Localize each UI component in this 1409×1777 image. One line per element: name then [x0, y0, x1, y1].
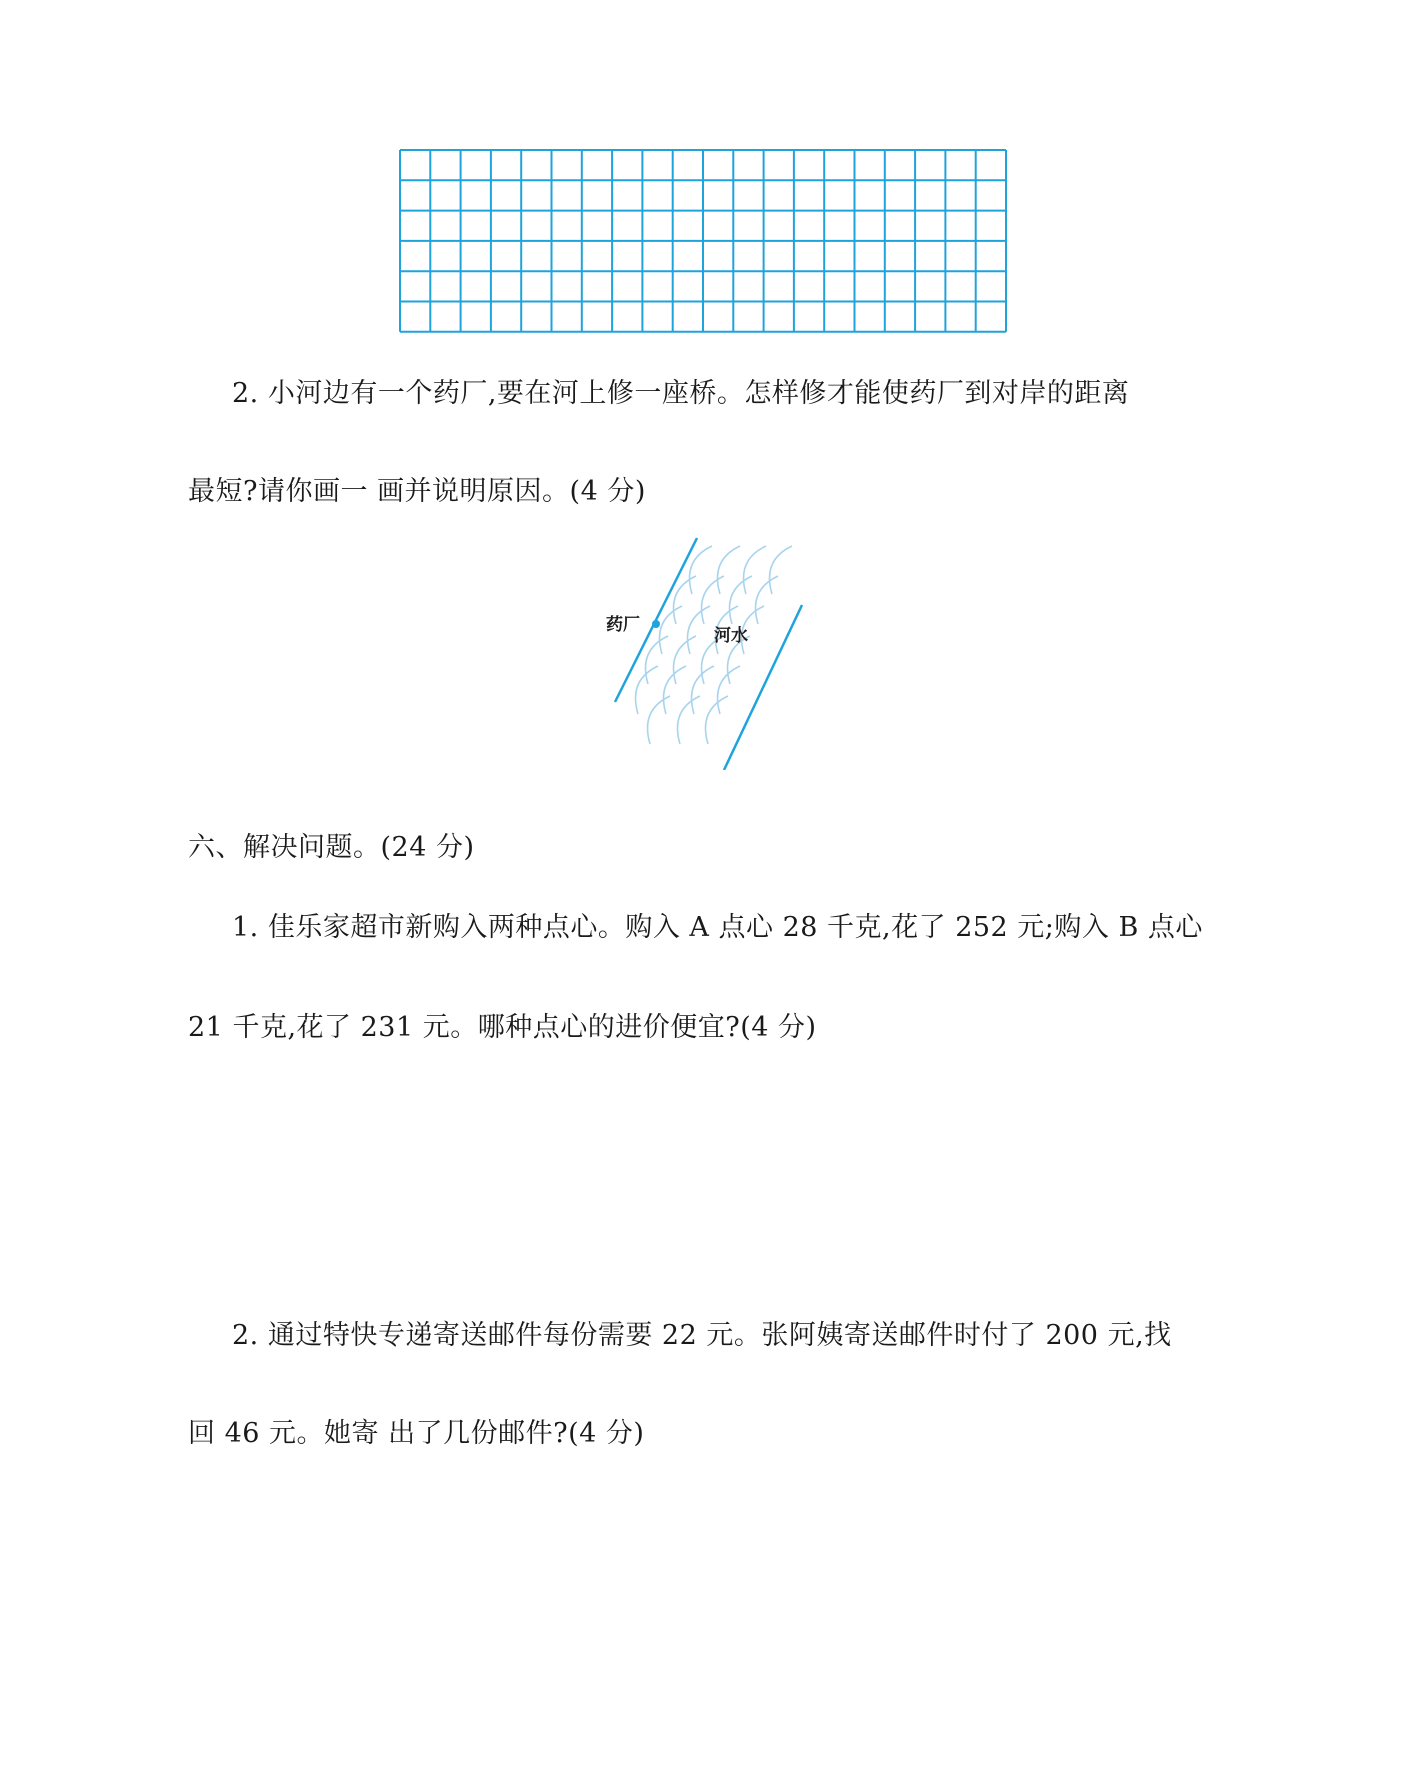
wave-arc — [706, 696, 729, 744]
section-six-q1-line-2: 21 千克,花了 231 元。哪种点心的进价便宜?(4 分) — [188, 1012, 817, 1043]
section-six-q2-line-2: 回 46 元。她寄 出了几份邮件?(4 分) — [188, 1418, 645, 1449]
wave-arc — [646, 636, 669, 684]
wave-arc — [648, 696, 671, 744]
wave-arc — [660, 606, 683, 654]
wave-arc — [674, 636, 697, 684]
section-six-q1-line-1: 1. 佳乐家超市新购入两种点心。购入 A 点心 28 千克,花了 252 元;购入 B 点心 — [232, 912, 1203, 943]
wave-arc — [756, 576, 779, 624]
wave-arc — [718, 666, 741, 714]
wave-arc — [674, 576, 697, 624]
wave-arc — [692, 666, 715, 714]
section-six-heading: 六、解决问题。(24 分) — [188, 832, 475, 863]
factory-point — [652, 620, 660, 628]
river-label: 河水 — [714, 626, 748, 646]
question-2-line-2: 最短?请你画一 画并说明原因。(4 分) — [188, 476, 646, 507]
section-six-q2-line-1: 2. 通过特快专递寄送邮件每份需要 22 元。张阿姨寄送邮件时付了 200 元,找 — [232, 1320, 1172, 1351]
river-diagram — [600, 530, 820, 770]
wave-arc — [770, 546, 793, 594]
question-2-line-1: 2. 小河边有一个药厂,要在河上修一座桥。怎样修才能使药厂到对岸的距离 — [232, 378, 1130, 409]
wave-arc — [702, 576, 725, 624]
wave-arc — [688, 606, 711, 654]
factory-label: 药厂 — [606, 615, 640, 635]
answer-grid — [398, 148, 1010, 334]
wave-arc — [678, 696, 701, 744]
wave-arc — [664, 666, 687, 714]
